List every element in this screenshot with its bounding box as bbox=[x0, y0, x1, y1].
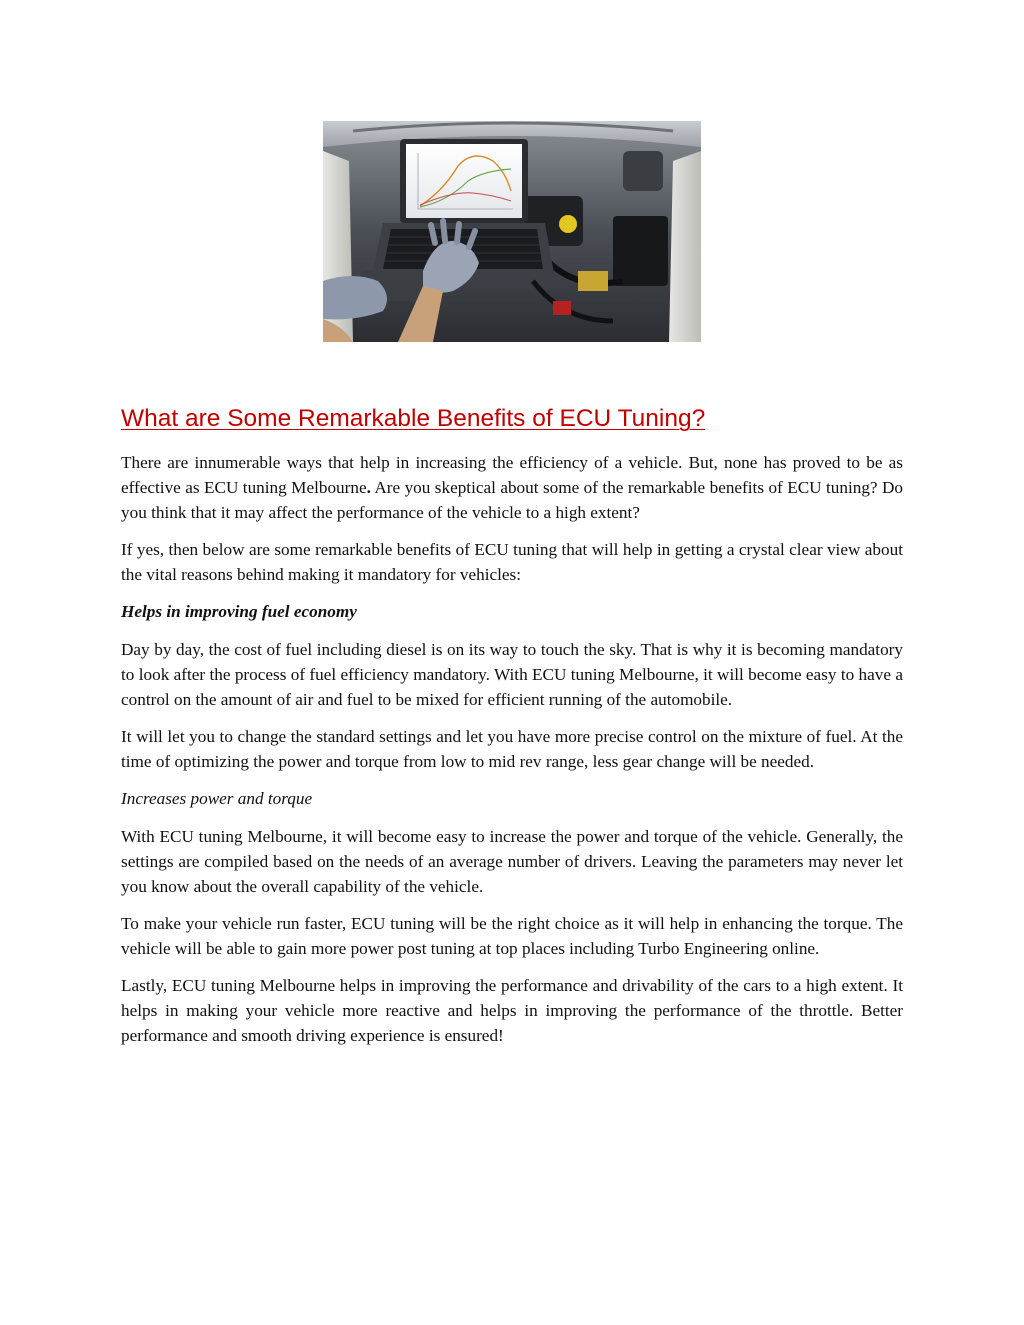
paragraph-power-intro: With ECU tuning Melbourne, it will become easy to increase the power and torque of the vehicle. Generally, the settings are compiled based on the needs of an average number of drivers. Leaving the parameters may never let you know about the overall capability of the vehicle. bbox=[121, 827, 903, 896]
laptop-engine-icon bbox=[323, 121, 701, 342]
paragraph-run-faster: To make your vehicle run faster, ECU tuning will be the right choice as it will help in enhancing the torque. The vehicle will be able to gain more power post tuning at top places including Turbo Engineering online. bbox=[121, 914, 903, 958]
paragraph-intro bbox=[121, 450, 903, 525]
paragraph-conclusion: Lastly, ECU tuning Melbourne helps in improving the performance and drivability of the cars to a high extent. It helps in making your vehicle more reactive and helps in improving the performance of the throttle. Better performance and smooth driving experience is ensured! bbox=[121, 976, 903, 1045]
paragraph-lead-in: If yes, then below are some remarkable benefits of ECU tuning that will help in getting a crystal clear view about the vital reasons behind making it mandatory for vehicles: bbox=[121, 540, 903, 584]
article bbox=[121, 404, 903, 1060]
paragraph-intro-part2: Are you skeptical about some of the remarkable benefits of ECU tuning? Do you think that it may affect the performance of the vehicle to a high extent? bbox=[121, 478, 904, 522]
subheading-fuel-economy: Helps in improving fuel economy bbox=[121, 602, 357, 621]
paragraph-intro-part1: There are innumerable ways that help in increasing the efficiency of a vehicle. But, none has proved to be as effective as ECU tuning Melbourne bbox=[121, 453, 903, 497]
ecu-tuning-photo bbox=[323, 121, 701, 342]
article-title bbox=[121, 404, 903, 434]
article-title-text: What are Some Remarkable Benefits of ECU Tuning? bbox=[121, 405, 706, 432]
paragraph-fuel-cost: Day by day, the cost of fuel including diesel is on its way to touch the sky. That is why it is becoming mandatory to look after the process of fuel efficiency mandatory. With ECU tuning Melbourne, it will become easy to have a control on the amount of air and fuel to be mixed for efficient running of the automobile. bbox=[121, 640, 903, 709]
paragraph-fuel-settings: It will let you to change the standard settings and let you have more precise control on the mixture of fuel. At the time of optimizing the power and torque from low to mid rev range, less gear change will be needed. bbox=[121, 727, 903, 771]
paragraph-intro-dot: . bbox=[366, 478, 371, 497]
subheading-power-torque: Increases power and torque bbox=[121, 789, 313, 808]
